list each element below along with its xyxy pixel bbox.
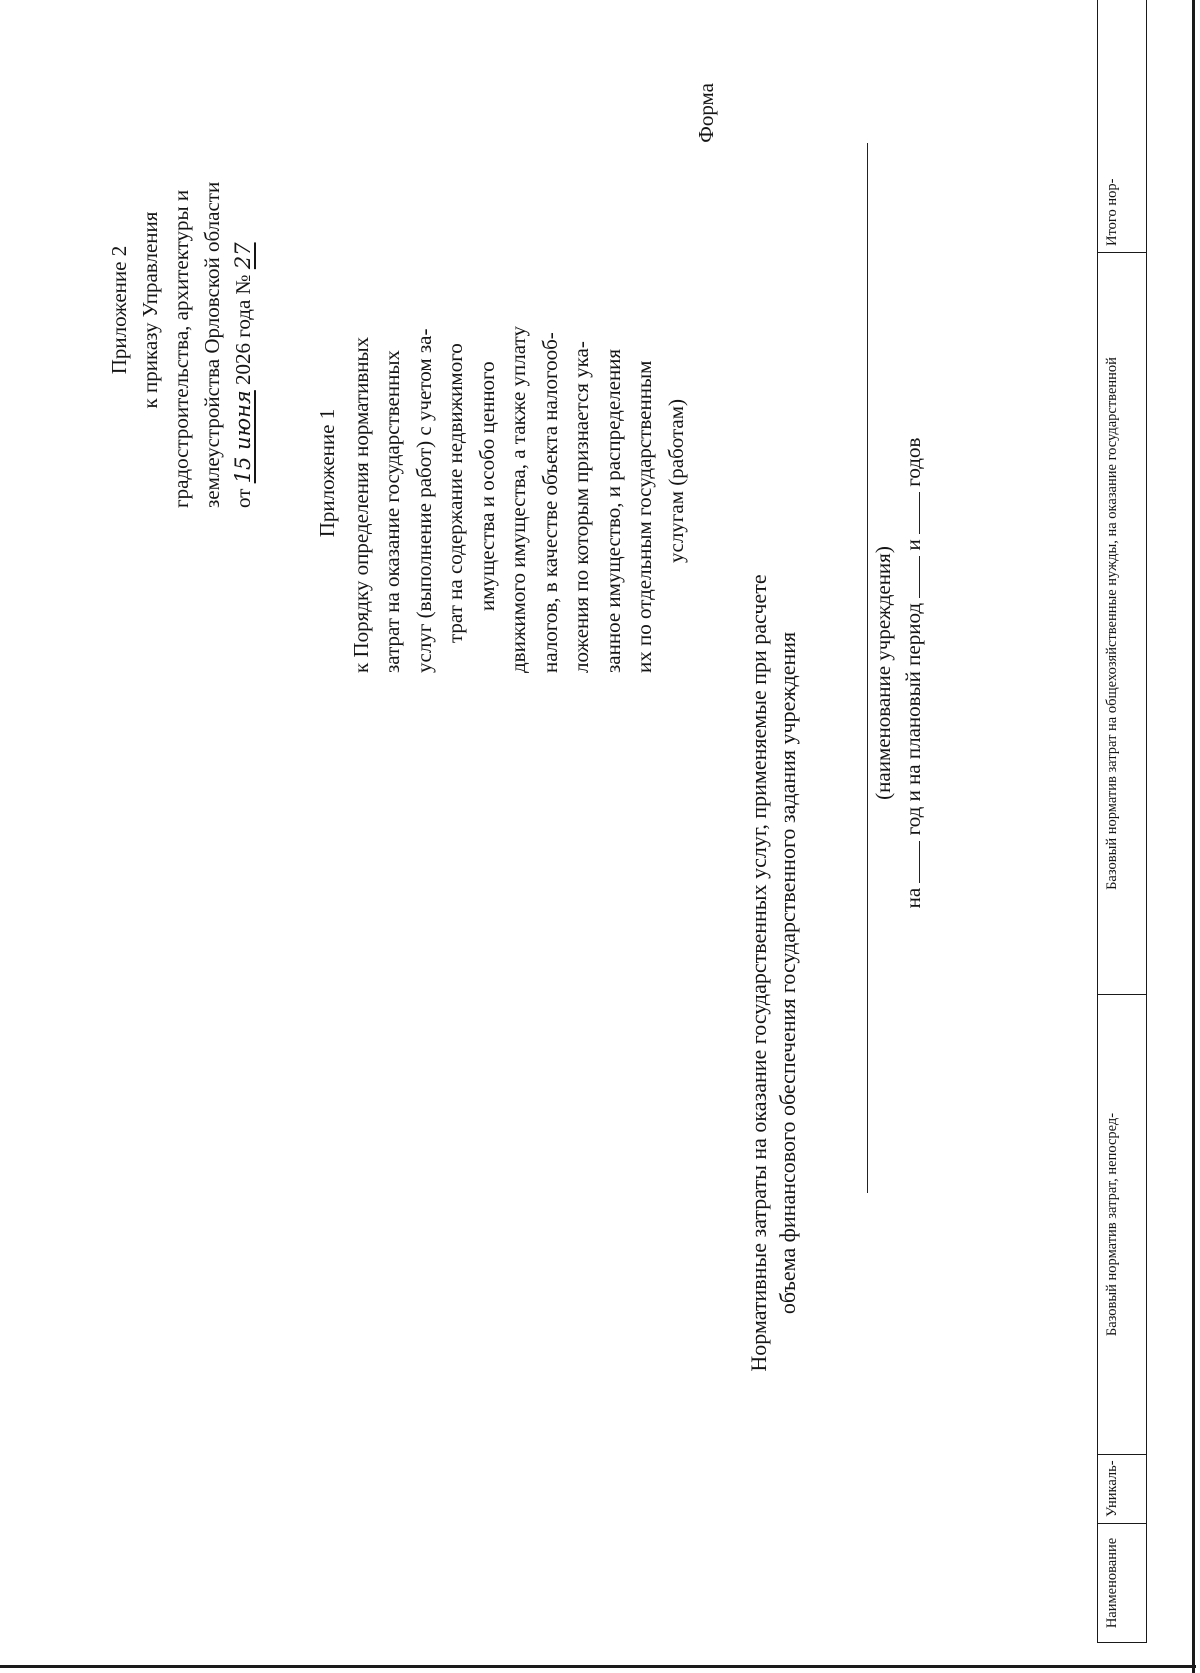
table-header-cell: Базовый норматив затрат, непосред- <box>1098 994 1146 1454</box>
appendix-1-line: услугам (работам) <box>663 398 688 563</box>
period-middle: год и на плановый период <box>901 602 925 836</box>
planning-period-line <box>900 233 926 1113</box>
handwritten-date: 15 июня <box>231 390 255 484</box>
appendix-1-header <box>312 273 692 673</box>
appendix-1-line: трат на содержание недвижимого <box>443 343 467 643</box>
handwritten-number: 27 <box>231 242 255 270</box>
appendix-1-text <box>346 273 693 673</box>
appendix-1-line: занное имущество, и распределения <box>600 348 625 673</box>
table-header-cell: Наименование <box>1098 1523 1146 1642</box>
document-heading <box>744 423 802 1523</box>
appendix-1-line: к Порядку определения нормативных <box>348 336 373 673</box>
institution-name-caption: (наименование учреждения) <box>871 546 895 800</box>
date-year: 2026 года № <box>231 274 255 385</box>
period-prefix: на <box>901 887 925 909</box>
appendix-2-line-3: землеустройства Орловской области <box>200 181 224 508</box>
normative-costs-table-header <box>1097 0 1147 1643</box>
institution-name-line <box>867 143 868 1193</box>
appendix-1-line: услуг (выполнение работ) с учетом за- <box>411 328 436 673</box>
appendix-2-line-2: градостроительства, архитектуры и <box>169 189 193 508</box>
period-suffix: годов <box>901 437 925 487</box>
table-header-cell: Итого нор- <box>1104 178 1120 246</box>
table-header-cell: Уникаль- <box>1098 1454 1146 1523</box>
heading-line-2: объема финансового обеспечения государственного задания учреждения <box>775 631 800 1315</box>
appendix-2-title: Приложение 2 <box>107 245 131 375</box>
date-prefix: от <box>231 488 255 508</box>
appendix-1-line: затрат на оказание государственных <box>380 350 404 673</box>
appendix-1-line: имущества и особо ценного <box>474 361 499 611</box>
appendix-1-line: движимого имущества, а также уплату <box>506 326 530 673</box>
year-blank <box>901 841 920 883</box>
form-label: Форма <box>694 83 718 143</box>
plan-year-2-blank <box>901 492 920 534</box>
appendix-2-line-1: к приказу Управления <box>138 211 162 409</box>
table-header-cell: Базовый норматив затрат на общехозяйственные нужды, на оказание государственной <box>1098 252 1146 994</box>
appendix-2-header <box>104 0 259 620</box>
plan-year-1-blank <box>901 556 920 598</box>
appendix-1-line: их по отдельным государственным <box>632 360 656 673</box>
appendix-1-title: Приложение 1 <box>315 408 339 538</box>
appendix-1-line: ложения по которым признается ука- <box>569 341 593 673</box>
period-and: и <box>901 539 925 551</box>
appendix-2-date-line <box>228 0 259 620</box>
heading-line-1: Нормативные затраты на оказание государственных услуг, применяемые при расчете <box>746 574 771 1372</box>
appendix-1-line: налогов, в качестве объекта налогооб- <box>537 332 562 673</box>
